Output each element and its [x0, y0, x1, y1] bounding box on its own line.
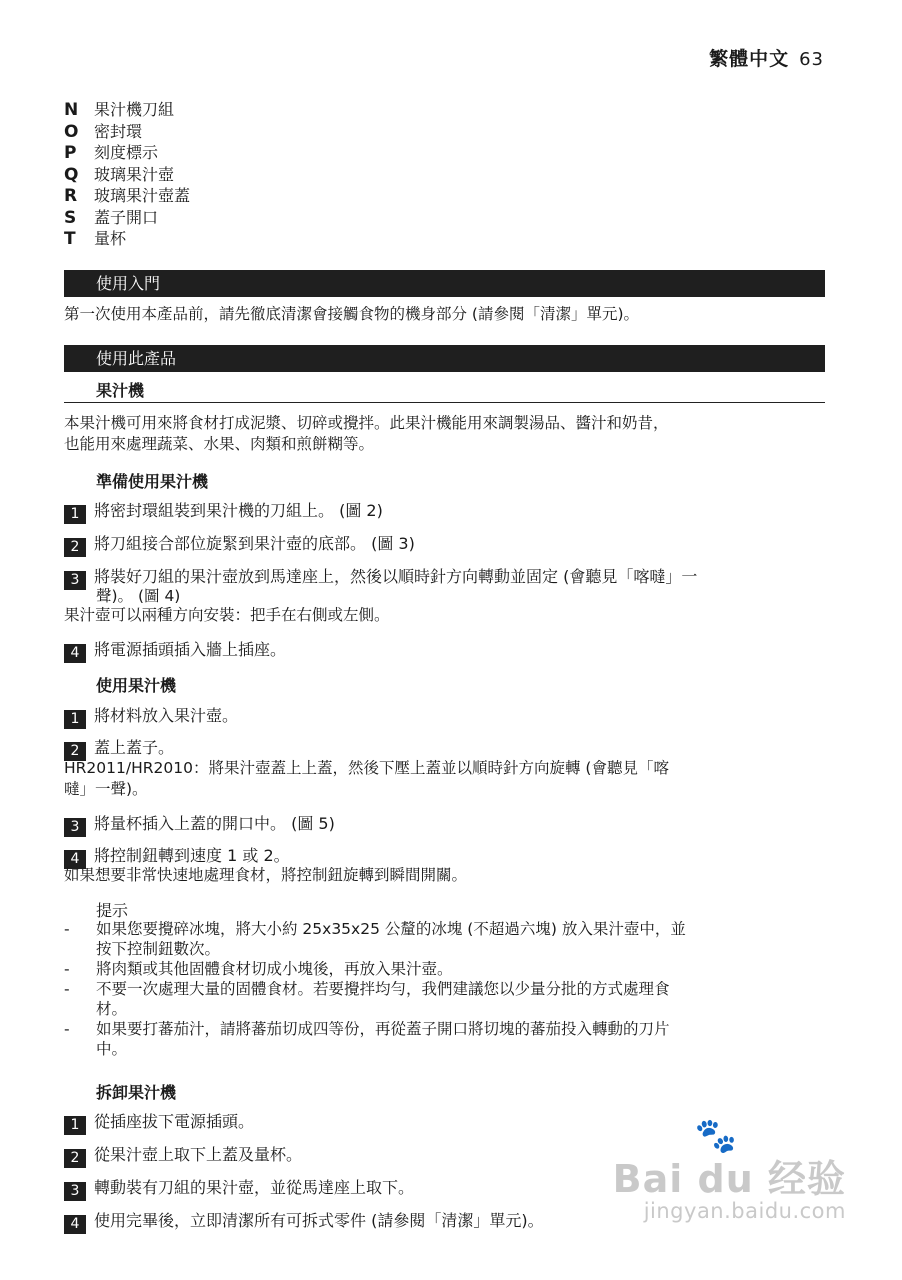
step-number: 2 — [64, 1149, 86, 1168]
step-number: 1 — [64, 505, 86, 524]
legend-item: T 量杯 — [64, 229, 127, 249]
legend-item: P 刻度標示 — [64, 143, 159, 163]
use-step-2: 2 蓋上蓋子。 — [64, 737, 174, 761]
prep-step-3-continued: 聲)。 (圖 4) — [96, 587, 181, 605]
legend-item: N 果汁機刀組 — [64, 100, 175, 120]
step-number: 2 — [64, 538, 86, 557]
tip-item: - 如果要打蕃茄汁，請將蕃茄切成四等份，再從蓋子開口將切塊的蕃茄投入轉動的刀片 中。 — [64, 1020, 670, 1058]
page-number: 63 — [799, 49, 824, 70]
prep-heading: 準備使用果汁機 — [96, 472, 209, 491]
paw-icon: 🐾 — [694, 1116, 738, 1156]
step-number: 2 — [64, 742, 86, 761]
header-language: 繁體中文 — [709, 48, 790, 70]
legend-item: O 密封環 — [64, 121, 143, 142]
parts-legend — [64, 99, 190, 250]
blender-intro-line2: 也能用來處理蔬菜、水果、肉類和煎餅糊等。 — [64, 435, 375, 453]
tip-item: - 不要一次處理大量的固體食材。若要攪拌均勻，我們建議您以少量分批的方式處理食 材。 — [64, 980, 670, 1018]
step-number: 1 — [64, 1116, 86, 1135]
disassemble-step-2: 2 從果汁壺上取下上蓋及量杯。 — [64, 1144, 302, 1168]
step-number: 3 — [64, 571, 86, 590]
step-number: 4 — [64, 1215, 86, 1234]
tips-heading: 提示 — [96, 901, 129, 920]
prep-step-1: 1 將密封環組裝到果汁機的刀組上。 (圖 2) — [64, 500, 383, 524]
prep-step-3: 3 將裝好刀組的果汁壺放到馬達座上，然後以順時針方向轉動並固定 (會聽見「喀噠」一 — [64, 566, 697, 590]
page-header — [709, 44, 824, 71]
prep-step-2: 2 將刀組接合部位旋緊到果汁壺的底部。 (圖 3) — [64, 533, 415, 557]
watermark-logo: 🐾 Bai du 经验 — [612, 1116, 846, 1201]
use-step-2-note-line2: 噠」一聲)。 — [64, 780, 148, 798]
getting-started-text: 第一次使用本產品前，請先徹底清潔會接觸食物的機身部分 (請參閱「清潔」單元)。 — [64, 305, 640, 323]
baidu-watermark — [612, 1116, 846, 1223]
section-bar-using: 使用此產品 — [64, 345, 825, 372]
legend-item: Q 玻璃果汁壺 — [64, 164, 175, 185]
use-step-4-note: 如果想要非常快速地處理食材，將控制鈕旋轉到瞬間開關。 — [64, 866, 468, 884]
use-heading: 使用果汁機 — [96, 676, 177, 695]
disassemble-step-4: 4 使用完畢後，立即清潔所有可拆式零件 (請參閱「清潔」單元)。 — [64, 1210, 544, 1234]
watermark-url: jingyan.baidu.com — [643, 1199, 846, 1223]
legend-item: S 蓋子開口 — [64, 207, 159, 228]
heading-rule — [64, 402, 825, 403]
disassemble-step-1: 1 從插座拔下電源插頭。 — [64, 1111, 254, 1135]
use-step-2-note-line1: HR2011/HR2010：將果汁壺蓋上上蓋，然後下壓上蓋並以順時針方向旋轉 (會聽見「喀 — [64, 759, 669, 777]
step-number: 1 — [64, 710, 86, 729]
disassemble-step-3: 3 轉動裝有刀組的果汁壺，並從馬達座上取下。 — [64, 1177, 414, 1201]
use-step-3: 3 將量杯插入上蓋的開口中。 (圖 5) — [64, 813, 335, 837]
prep-note: 果汁壺可以兩種方向安裝：把手在右側或左側。 — [64, 606, 390, 624]
step-number: 4 — [64, 644, 86, 663]
step-number: 4 — [64, 850, 86, 869]
tip-item: - 將肉類或其他固體食材切成小塊後，再放入果汁壺。 — [64, 960, 453, 978]
step-number: 3 — [64, 1182, 86, 1201]
prep-step-4: 4 將電源插頭插入牆上插座。 — [64, 639, 286, 663]
use-step-4: 4 將控制鈕轉到速度 1 或 2。 — [64, 845, 290, 869]
use-step-1: 1 將材料放入果汁壺。 — [64, 705, 238, 729]
blender-heading: 果汁機 — [96, 381, 145, 400]
step-number: 3 — [64, 818, 86, 837]
tip-item: - 如果您要攪碎冰塊，將大小約 25x35x25 公釐的冰塊 (不超過六塊) 放入果汁壺中，並 按下控制鈕數次。 — [64, 920, 686, 958]
legend-item: R 玻璃果汁壺蓋 — [64, 186, 191, 206]
tips-list — [64, 919, 834, 1059]
blender-intro-line1: 本果汁機可用來將食材打成泥漿、切碎或攪拌。此果汁機能用來調製湯品、醬汁和奶昔， — [64, 414, 669, 432]
section-bar-getting-started: 使用入門 — [64, 270, 825, 297]
disassemble-heading: 拆卸果汁機 — [96, 1083, 177, 1102]
